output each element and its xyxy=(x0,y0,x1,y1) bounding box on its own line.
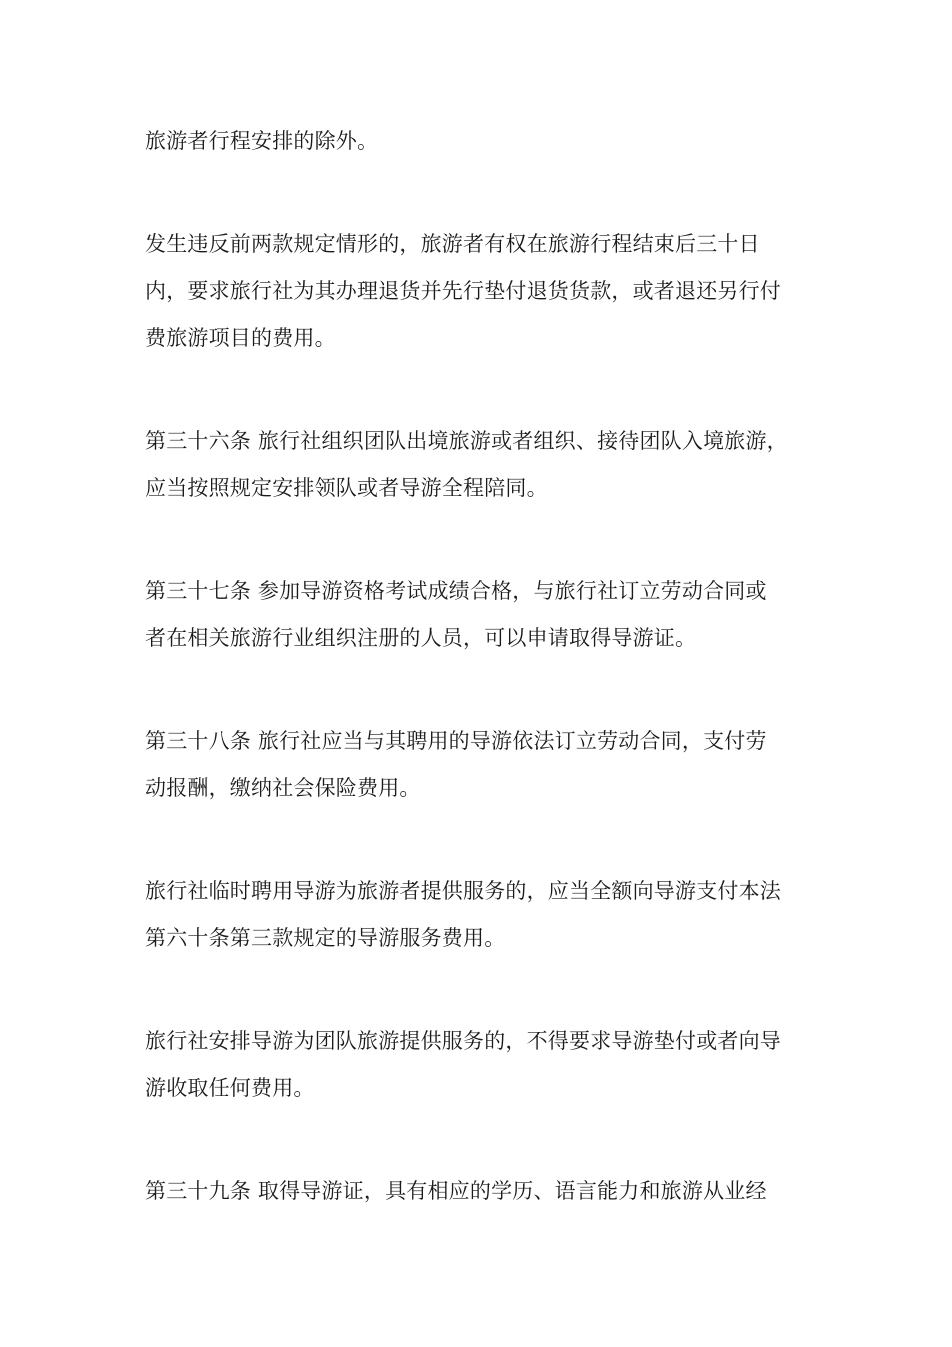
text-line: 第三十六条 旅行社组织团队出境旅游或者组织、接待团队入境旅游， xyxy=(145,429,788,453)
text-line: 内，要求旅行社为其办理退货并先行垫付退货货款，或者退还另行付 xyxy=(145,279,781,303)
article-38-paragraph-3 xyxy=(145,1018,813,1112)
text-line: 费旅游项目的费用。 xyxy=(145,326,336,350)
text-line: 第三十九条 取得导游证，具有相应的学历、语言能力和旅游从业经 xyxy=(145,1179,767,1203)
text-line: 旅行社安排导游为团队旅游提供服务的，不得要求导游垫付或者向导 xyxy=(145,1029,781,1053)
text-line: 动报酬，缴纳社会保险费用。 xyxy=(145,776,421,800)
text-line: 发生违反前两款规定情形的，旅游者有权在旅游行程结束后三十日 xyxy=(145,232,760,256)
paragraph-1 xyxy=(145,118,813,165)
article-38 xyxy=(145,718,813,812)
text-line: 应当按照规定安排领队或者导游全程陪同。 xyxy=(145,476,548,500)
article-38-paragraph-2 xyxy=(145,868,813,962)
text-line: 游收取任何费用。 xyxy=(145,1076,315,1100)
document-body xyxy=(145,118,813,1271)
article-36 xyxy=(145,418,813,512)
article-37 xyxy=(145,568,813,662)
text-line: 旅行社临时聘用导游为旅游者提供服务的，应当全额向导游支付本法 xyxy=(145,879,781,903)
paragraph-2 xyxy=(145,221,813,362)
text-line: 第三十八条 旅行社应当与其聘用的导游依法订立劳动合同，支付劳 xyxy=(145,729,767,753)
article-39 xyxy=(145,1168,813,1215)
text-line: 第六十条第三款规定的导游服务费用。 xyxy=(145,926,506,950)
text-line: 第三十七条 参加导游资格考试成绩合格，与旅行社订立劳动合同或 xyxy=(145,579,767,603)
text-line: 者在相关旅游行业组织注册的人员，可以申请取得导游证。 xyxy=(145,626,697,650)
text-line: 旅游者行程安排的除外。 xyxy=(145,129,379,153)
